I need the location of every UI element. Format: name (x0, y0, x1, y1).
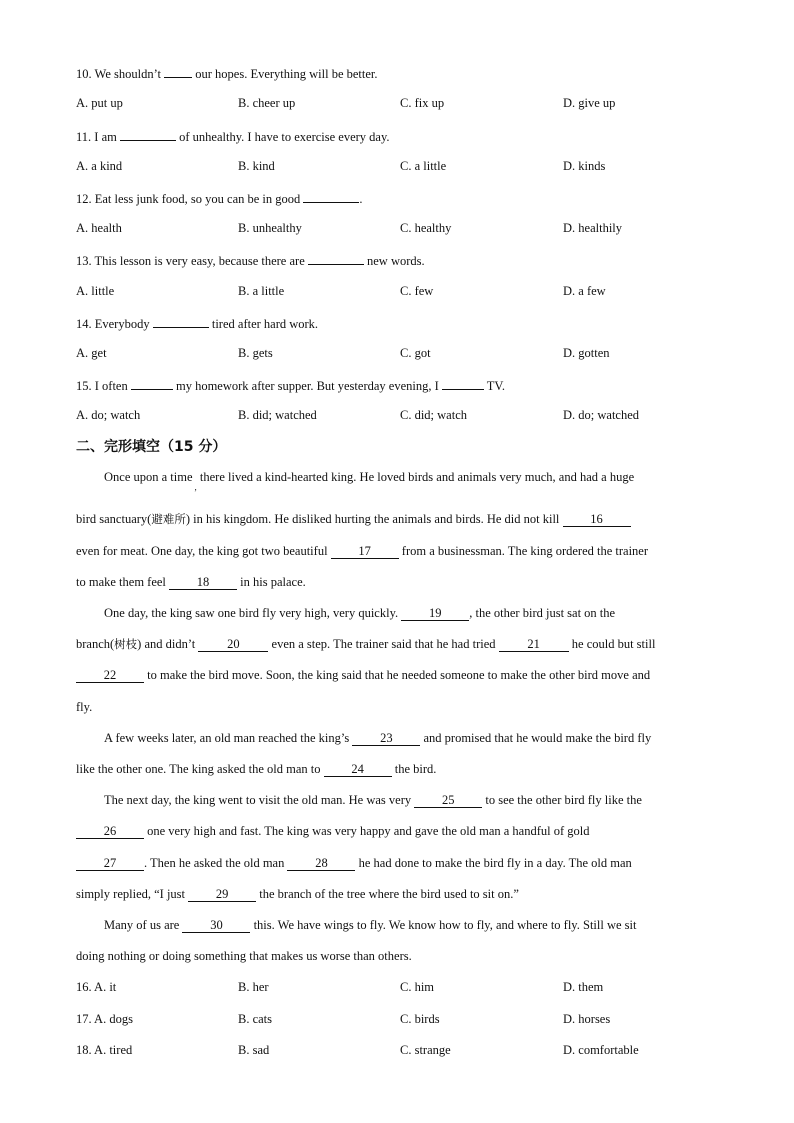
option-a: A. a kind (76, 159, 123, 173)
cloze-blank-18: 18 (169, 575, 237, 590)
cloze-blank-23: 23 (352, 731, 420, 746)
question-14: 14. Everybody tired after hard work. (76, 314, 318, 332)
option-b: B. kind (238, 159, 275, 173)
option-d: D. healthily (563, 221, 623, 235)
passage-line: bird sanctuary(避难所) in his kingdom. He disliked hurting the animals and birds. He did not kill 16 (76, 511, 631, 527)
answer-blank (153, 314, 209, 328)
option-a: 18. A. tired (76, 1043, 133, 1057)
option-c: C. a little (400, 159, 447, 173)
options-16 (76, 979, 716, 995)
options-11 (76, 158, 716, 174)
question-11: 11. I am of unhealthy. I have to exercise every day. (76, 127, 390, 145)
passage-line: simply replied, “I just 29 the branch of the tree where the bird used to sit on.” (76, 887, 519, 901)
cloze-blank-21: 21 (499, 637, 569, 652)
cloze-blank-17: 17 (331, 544, 399, 559)
options-10 (76, 95, 716, 111)
passage-line: The next day, the king went to visit the old man. He was very 25 to see the other bird fly like the (104, 793, 642, 807)
answer-blank (442, 376, 484, 390)
cloze-blank-19: 19 (401, 606, 469, 621)
answer-blank (164, 64, 192, 78)
cloze-blank-16: 16 (563, 512, 631, 527)
option-a: A. put up (76, 96, 123, 110)
option-b: B. unhealthy (238, 221, 302, 235)
question-12: 12. Eat less junk food, so you can be in good . (76, 189, 363, 207)
cloze-blank-26: 26 (76, 824, 144, 839)
cloze-blank-28: 28 (287, 856, 355, 871)
option-c: C. did; watch (400, 408, 468, 422)
option-b: B. sad (238, 1043, 270, 1057)
option-b: B. cats (238, 1012, 273, 1026)
option-d: D. comfortable (563, 1043, 639, 1057)
option-c: C. strange (400, 1043, 451, 1057)
option-c: C. healthy (400, 221, 452, 235)
options-17 (76, 1011, 716, 1027)
passage-line: branch(树枝) and didn’t 20 even a step. The trainer said that he had tried 21 he could but still (76, 637, 656, 651)
cloze-blank-22: 22 (76, 668, 144, 683)
passage-line: doing nothing or doing something that makes us worse than others. (76, 949, 412, 963)
answer-blank (308, 251, 364, 265)
question-13: 13. This lesson is very easy, because there are new words. (76, 251, 425, 269)
answer-blank (120, 127, 176, 141)
option-d: D. do; watched (563, 408, 640, 422)
passage-line: 22 to make the bird move. Soon, the king said that he needed someone to make the other bird move and (76, 667, 650, 683)
passage-line: A few weeks later, an old man reached the king’s 23 and promised that he would make the bird fly (104, 731, 652, 745)
option-b: B. did; watched (238, 408, 317, 422)
options-12 (76, 220, 716, 236)
passage-line: even for meat. One day, the king got two beautiful 17 from a businessman. The king ordered the trainer (76, 544, 649, 558)
answer-blank (303, 189, 359, 203)
cloze-blank-20: 20 (198, 637, 268, 652)
passage-line: Many of us are 30 this. We have wings to fly. We know how to fly, and where to fly. Still we sit (104, 918, 637, 932)
option-d: D. kinds (563, 159, 606, 173)
cloze-blank-24: 24 (324, 762, 392, 777)
options-18 (76, 1042, 716, 1058)
option-a: A. get (76, 346, 107, 360)
options-13 (76, 283, 716, 299)
passage-line: like the other one. The king asked the old man to 24 the bird. (76, 762, 437, 776)
answer-blank (131, 376, 173, 390)
option-d: D. them (563, 980, 604, 994)
cloze-blank-25: 25 (414, 793, 482, 808)
option-b: B. gets (238, 346, 273, 360)
option-b: B. a little (238, 284, 285, 298)
option-a: 16. A. it (76, 980, 117, 994)
option-b: B. her (238, 980, 269, 994)
option-c: C. few (400, 284, 434, 298)
option-c: C. got (400, 346, 431, 360)
option-a: 17. A. dogs (76, 1012, 133, 1026)
question-15: 15. I often my homework after supper. But yesterday evening, I TV. (76, 376, 505, 394)
option-c: C. him (400, 980, 435, 994)
passage-line: Once upon a time$_,$ there lived a kind-hearted king. He loved birds and animals very much, and had a huge (104, 470, 635, 492)
options-14 (76, 345, 716, 361)
option-a: A. health (76, 221, 122, 235)
option-c: C. birds (400, 1012, 440, 1026)
option-d: D. give up (563, 96, 616, 110)
option-d: D. a few (563, 284, 606, 298)
question-10: 10. We shouldn’t our hopes. Everything will be better. (76, 64, 378, 82)
passage-line: to make them feel 18 in his palace. (76, 575, 306, 589)
section-heading: 二、完形填空（15 分） (76, 439, 227, 455)
passage-line: 26 one very high and fast. The king was very happy and gave the old man a handful of gold (76, 823, 589, 839)
option-c: C. fix up (400, 96, 445, 110)
cloze-blank-30: 30 (182, 918, 250, 933)
option-d: D. gotten (563, 346, 610, 360)
cloze-blank-29: 29 (188, 887, 256, 902)
option-a: A. do; watch (76, 408, 141, 422)
option-d: D. horses (563, 1012, 611, 1026)
options-15 (76, 407, 716, 423)
passage-line: One day, the king saw one bird fly very high, very quickly. 19 , the other bird just sat on the (104, 606, 616, 620)
passage-line: 27 . Then he asked the old man 28 he had done to make the bird fly in a day. The old man (76, 855, 632, 871)
option-a: A. little (76, 284, 115, 298)
cloze-blank-27: 27 (76, 856, 144, 871)
option-b: B. cheer up (238, 96, 296, 110)
passage-line: fly. (76, 700, 93, 714)
